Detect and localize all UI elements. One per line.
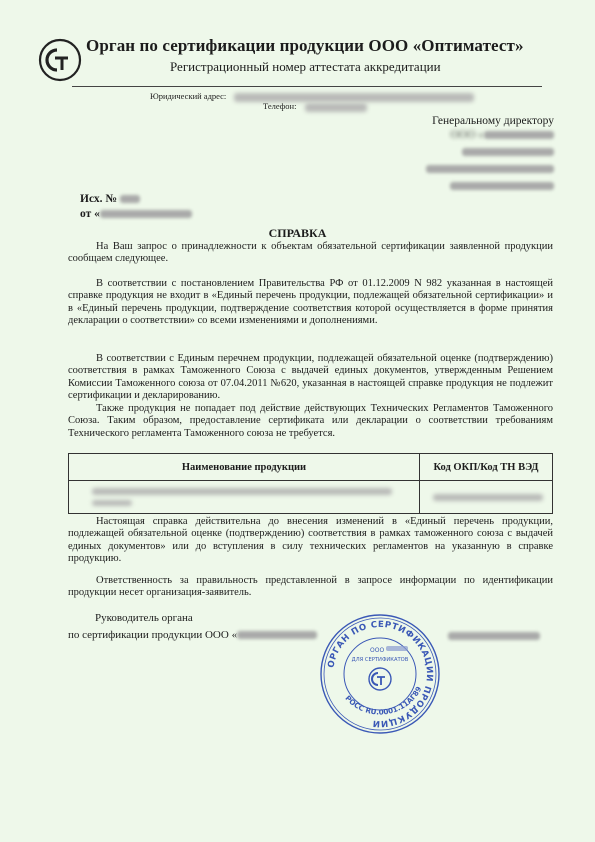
addressee-title: Генеральному директору <box>432 115 554 127</box>
addressee-block <box>404 115 554 195</box>
org-title: Орган по сертификации продукции ООО «Оптиматест» <box>86 36 524 55</box>
redacted-phone <box>305 103 367 112</box>
addressee-address-1 <box>404 163 554 178</box>
signatory-title-2: по сертификации продукции ООО « <box>68 629 317 641</box>
outgoing-number: Исх. № <box>80 193 140 205</box>
legal-address-label: Юридический адрес: <box>150 91 227 101</box>
legal-address-row <box>150 91 474 102</box>
col-product-name: Наименование продукции <box>69 454 420 481</box>
paragraph-decree-982: В соответствии с постановлением Правительства РФ от 01.12.2009 N 982 указанная в настоящей справке продукция не входит в «Единый перечень продукции, подлежащей обязательной сертификации» и в «Единый перечень продукции, подтверждение соответствия которой осуществляется в форме принятия декларации о соответствии» со всеми изменениями и дополнениями. <box>68 278 553 327</box>
table-row <box>69 481 553 514</box>
stamp-center-label: ДЛЯ СЕРТИФИКАТОВ <box>351 657 409 663</box>
paragraph-responsibility: Ответственность за правильность представленной в запросе информации по идентификации продукции несет организация-заявитель. <box>68 575 553 599</box>
rst-logo <box>38 38 82 82</box>
cell-product-name <box>69 481 420 514</box>
addressee-company: ООО « <box>404 129 554 144</box>
paragraph-intro: На Ваш запрос о принадлежности к объектам обязательной сертификации заявленной продукции сообщаем следующее. <box>68 241 553 265</box>
certification-stamp <box>318 612 442 736</box>
addressee-name <box>404 146 554 161</box>
paragraph-tech-regulations: Также продукция не попадает под действие действующих Технических Регламентов Таможенного Союза. Таким образом, предоставление сертификата или декларации о соответствии требованиям Технического регламента Таможенного союза не требуется. <box>68 403 553 439</box>
redacted-signatory-name <box>448 632 540 640</box>
stamp-ring-text: ОРГАН ПО СЕРТИФИКАЦИИ ПРОДУКЦИИ <box>326 619 435 729</box>
product-table <box>68 453 553 514</box>
col-product-code: Код ОКП/Код ТН ВЭД <box>420 454 553 481</box>
stamp-center-top: ООО <box>370 647 385 654</box>
accreditation-number-label: Регистрационный номер аттестата аккредитации <box>170 59 441 74</box>
signatory-title-1: Руководитель органа <box>95 612 193 624</box>
table-header-row <box>69 454 553 481</box>
paragraph-customs-union: В соответствии с Единым перечнем продукции, подлежащей обязательной оценке (подтверждению) соответствия в рамках Таможенного Союза с выдачей единых документов, утвержденным Решением Комиссии Таможенного союза от 07.04.2011 №620, указанная в настоящей справке продукция не подлежит сертификации и декларированию. <box>68 353 553 402</box>
stamp-reg-code: РОСС RU.0001.11АГ89 <box>343 684 424 717</box>
header-divider <box>72 86 542 87</box>
phone-row <box>263 101 367 112</box>
paragraph-validity: Настоящая справка действительна до внесения изменений в «Единый перечень продукции, подлежащей обязательной оценке (подтверждению) соответствия в рамках таможенного союза с выдачей единых документов» или до вступления в силу технических регламентов на указанную в справке продукцию. <box>68 516 553 565</box>
document-title: СПРАВКА <box>268 226 327 240</box>
phone-label: Телефон: <box>263 101 297 111</box>
cell-product-code <box>420 481 553 514</box>
outgoing-date: от « <box>80 208 192 220</box>
addressee-address-2 <box>404 180 554 195</box>
